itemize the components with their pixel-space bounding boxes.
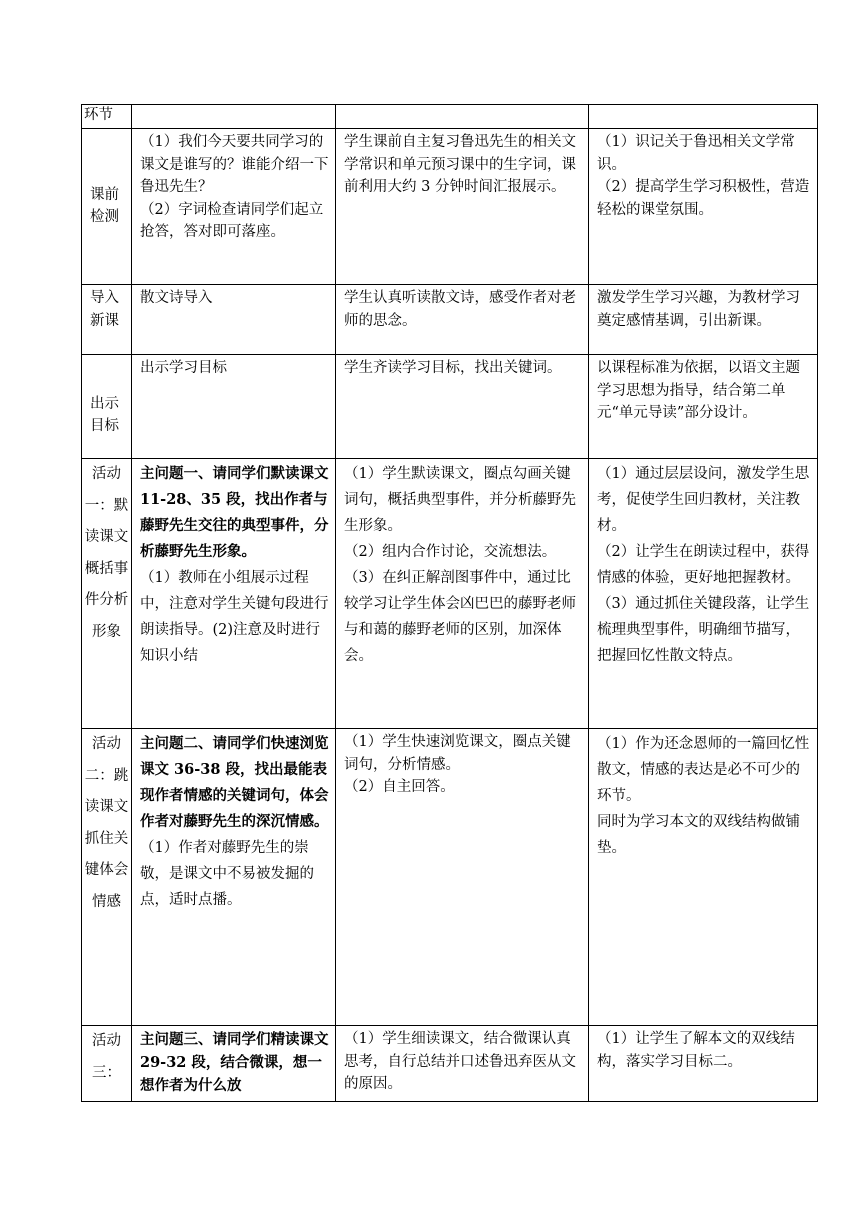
stage-label: 导入新课 [82,285,132,355]
teacher-activity-cell [132,129,336,285]
design-intent-cell [589,729,818,1026]
student-activity-cell [336,355,589,459]
teacher-text: （1）我们今天要共同学习的课文是谁写的？谁能介绍一下鲁迅先生？ [140,134,329,195]
teacher-activity-cell [132,1026,336,1102]
design-intent-cell [589,129,818,285]
main-question: 主问题三、请同学们精读课文 29-32 段，结合微课，想一想作者为什么放 [140,1031,329,1094]
intent-text: （1）通过层层设问，激发学生思考，促使学生回归教材，关注教材。 [597,466,810,534]
student-activity-cell [336,129,589,285]
student-text: （1）学生默读课文，圈点勾画关键词句，概括典型事件，并分析藤野先生形象。 [344,466,576,534]
student-text: （2）自主回答。 [344,779,455,795]
student-text: （1）学生快速浏览课文，圈点关键词句，分析情感。 [344,734,571,773]
teacher-activity-cell [132,355,336,459]
student-activity-cell [336,1026,589,1102]
design-intent-cell [589,459,818,729]
table-row [82,285,818,355]
student-text: （2）组内合作讨论，交流想法。 [344,544,557,560]
design-intent-cell [589,355,818,459]
teacher-text: 出示学习目标 [140,360,227,376]
student-activity-cell [336,285,589,355]
intent-text: 以课程标准为依据，以语文主题学习思想为指导，结合第二单元“单元导读”部分设计。 [597,360,800,421]
design-intent-cell [589,1026,818,1102]
teacher-text: （1）教师在小组展示过程中，注意对学生关键句段进行朗读指导。(2)注意及时进行知识小结 [140,570,329,664]
intent-text: （1）让学生了解本文的双线结构，落实学习目标二。 [597,1031,795,1070]
table-row [82,459,818,729]
teacher-activity-cell [132,729,336,1026]
header-cell-student [336,105,589,129]
teacher-text: （1）作者对藤野先生的崇敬，是课文中不易被发掘的点，适时点播。 [140,840,314,908]
intent-text: （1）识记关于鲁迅相关文学常识。 [597,134,795,173]
stage-label: 活动三： [82,1026,132,1102]
student-text: 学生课前自主复习鲁迅先生的相关文学常识和单元预习课中的生字词，课前利用大约 3 分钟时间汇报展示。 [344,134,576,195]
student-text: （1）学生细读课文，结合微课认真思考，自行总结并口述鲁迅弃医从文的原因。 [344,1031,576,1092]
header-cell-teacher [132,105,336,129]
stage-label: 活动二：跳读课文抓住关键体会情感 [82,729,132,1026]
main-question: 主问题二、请同学们快速浏览课文 36-38 段，找出最能表现作者情感的关键词句，体会作者对藤野先生的深沉情感。 [140,735,329,830]
design-intent-cell [589,285,818,355]
header-cell-intent [589,105,818,129]
teacher-text: （2）字词检查请同学们起立抢答，答对即可落座。 [140,201,324,240]
teacher-activity-cell [132,459,336,729]
teacher-activity-cell [132,285,336,355]
student-activity-cell [336,459,589,729]
intent-text: （2）提高学生学习积极性，营造轻松的课堂氛围。 [597,179,810,218]
student-text: 学生认真听读散文诗，感受作者对老师的思念。 [344,290,576,329]
table-header-row [82,105,818,129]
teacher-text: 散文诗导入 [140,290,213,306]
table-row [82,129,818,285]
intent-text: 激发学生学习兴趣，为教材学习奠定感情基调，引出新课。 [597,290,800,329]
lesson-plan-table [81,104,818,1102]
student-activity-cell [336,729,589,1026]
intent-text: （1）作为还念恩师的一篇回忆性散文，情感的表达是必不可少的环节。 [597,736,810,804]
table-row [82,1026,818,1102]
stage-label: 课前检测 [82,129,132,285]
intent-text: 同时为学习本文的双线结构做铺垫。 [597,814,800,856]
header-cell-stage: 环节 [82,105,132,129]
table-row [82,355,818,459]
table-row [82,729,818,1026]
stage-label: 出示目标 [82,355,132,459]
intent-text: （2）让学生在朗读过程中，获得情感的体验，更好地把握教材。 [597,544,810,586]
main-question: 主问题一、请同学们默读课文 11-28、35 段，找出作者与藤野先生交往的典型事件，分析藤野先生形象。 [140,465,329,560]
intent-text: （3）通过抓住关键段落，让学生梳理典型事件，明确细节描写，把握回忆性散文特点。 [597,596,810,664]
stage-label: 活动一：默读课文概括事件分析形象 [82,459,132,729]
student-text: 学生齐读学习目标，找出关键词。 [344,360,562,376]
student-text: （3）在纠正解剖图事件中，通过比较学习让学生体会凶巴巴的藤野老师与和蔼的藤野老师的区别，加深体会。 [344,570,576,664]
